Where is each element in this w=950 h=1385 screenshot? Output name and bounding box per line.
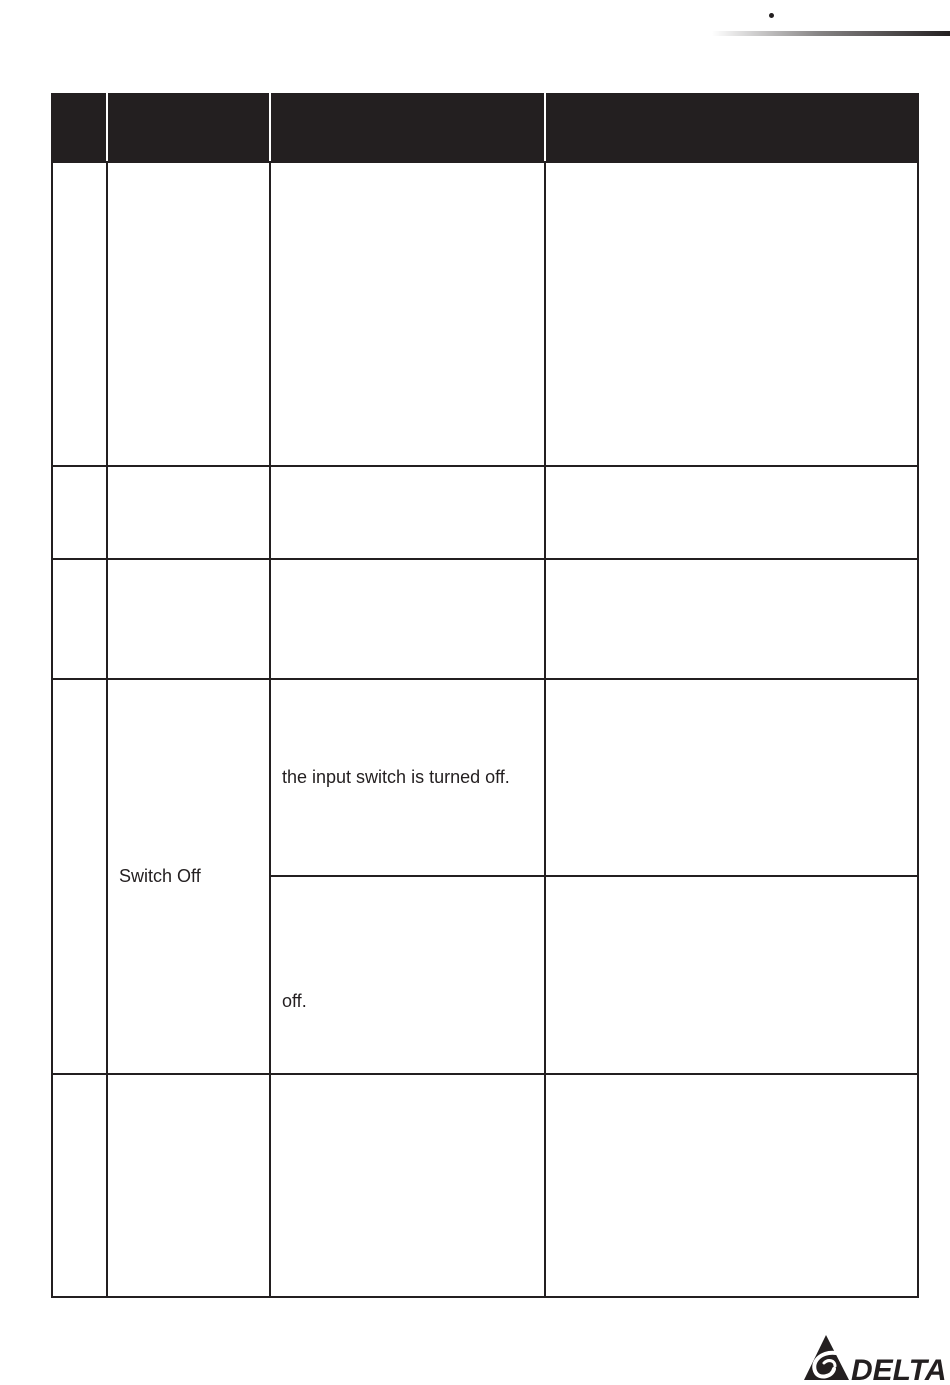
solution-cell	[545, 559, 918, 679]
header-cell-cause	[270, 94, 545, 162]
cause-cell	[270, 466, 545, 559]
table-header-row	[52, 94, 918, 162]
table-row	[52, 1074, 918, 1297]
solution-cell	[545, 466, 918, 559]
cause-text: off.	[282, 991, 307, 1011]
header-cell-no	[52, 94, 107, 162]
cause-cell	[270, 559, 545, 679]
solution-cell	[545, 679, 918, 876]
header-bullet	[769, 13, 774, 18]
symptom-cell	[107, 1074, 270, 1297]
table-row	[52, 162, 918, 466]
delta-logo	[802, 1333, 948, 1383]
solution-cell	[545, 876, 918, 1074]
cause-cell	[270, 1074, 545, 1297]
symptom-cell	[107, 679, 270, 1074]
logo-wordmark: DELTA	[851, 1354, 947, 1383]
row-number-cell	[52, 1074, 107, 1297]
header-gradient-rule	[712, 31, 950, 36]
cause-cell	[270, 679, 545, 876]
delta-triangle-logo-icon	[804, 1335, 849, 1380]
table-row	[52, 466, 918, 559]
row-number-cell	[52, 559, 107, 679]
symptom-text: Switch Off	[119, 866, 201, 886]
table-row	[52, 679, 918, 876]
row-number-cell	[52, 466, 107, 559]
symptom-cell	[107, 559, 270, 679]
solution-cell	[545, 1074, 918, 1297]
cause-cell	[270, 162, 545, 466]
symptom-cell	[107, 466, 270, 559]
row-number-cell	[52, 679, 107, 1074]
solution-cell	[545, 162, 918, 466]
cause-cell	[270, 876, 545, 1074]
table-row	[52, 559, 918, 679]
symptom-cell	[107, 162, 270, 466]
troubleshooting-table	[51, 93, 919, 1298]
header-cell-solution	[545, 94, 918, 162]
header-cell-symptom	[107, 94, 270, 162]
cause-text: the input switch is turned off.	[282, 767, 510, 787]
row-number-cell	[52, 162, 107, 466]
